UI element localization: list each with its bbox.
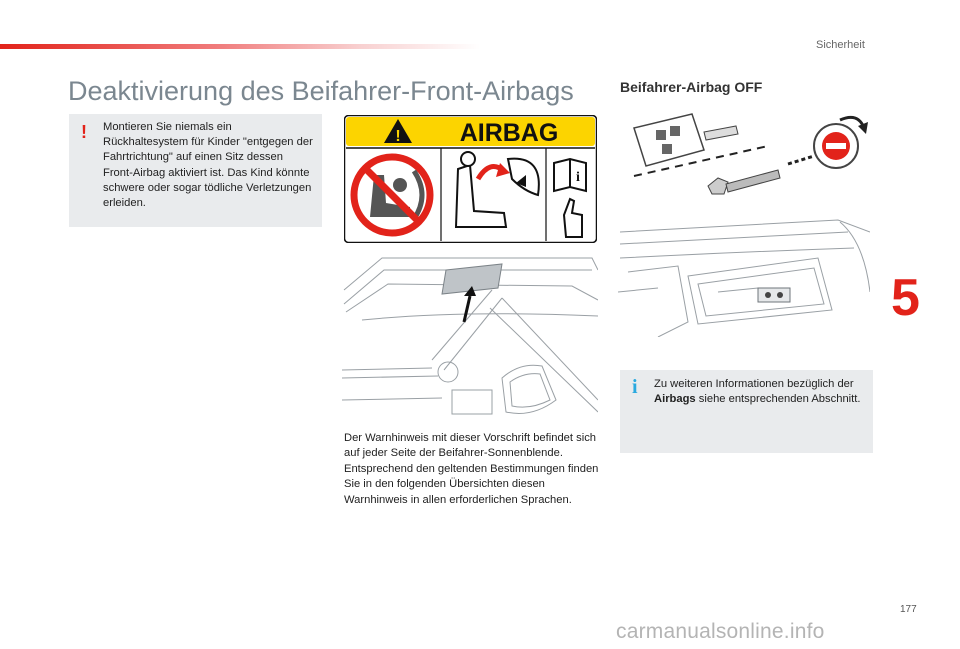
info-text-bold: Airbags bbox=[654, 393, 696, 406]
info-text-part: Zu weiteren Informationen bezüglich der bbox=[654, 378, 854, 390]
airbag-warning-label bbox=[344, 115, 597, 243]
info-icon: i bbox=[632, 376, 638, 398]
page-number: 177 bbox=[900, 604, 917, 615]
info-text bbox=[654, 377, 866, 407]
section-subtitle: Beifahrer-Airbag OFF bbox=[620, 79, 763, 95]
header-accent-bar bbox=[0, 44, 480, 49]
info-text-part: siehe entsprechenden Abschnitt. bbox=[695, 393, 861, 406]
warning-box bbox=[69, 114, 322, 227]
section-label: Sicherheit bbox=[816, 39, 865, 51]
manual-info-letter: i bbox=[576, 170, 580, 185]
page-title: Deaktivierung des Beifahrer-Front-Airbags bbox=[68, 76, 574, 106]
watermark: carmanualsonline.info bbox=[616, 620, 825, 643]
sun-visor-illustration bbox=[342, 250, 598, 418]
warning-text: Montieren Sie niemals ein Rückhaltesystem für Kinder "entgegen der Fahrtrichtung" auf einen Sitz dessen Front-Airbag aktiviert ist. Das Kind könnte schwere oder sogar tödliche Verletzungen erleiden. bbox=[103, 121, 313, 210]
info-box bbox=[620, 370, 873, 453]
no-rear-facing-seat-icon bbox=[354, 157, 430, 233]
glovebox-illustration bbox=[618, 192, 870, 337]
key-blade-icon bbox=[708, 170, 780, 194]
triangle-mark: ! bbox=[395, 128, 401, 145]
body-text: Der Warnhinweis mit dieser Vorschrift befindet sich auf jeder Seite der Beifahrer-Sonnenblende. Entsprechend den geltenden Bestimmungen finden Sie in den folgenden Übersichten diesen Warnhinweis in allen erforderlichen Sprachen. bbox=[344, 432, 599, 506]
key-fob-icon bbox=[634, 114, 738, 166]
warning-icon: ! bbox=[81, 122, 87, 142]
airbag-switch-icon bbox=[814, 124, 858, 168]
airbag-label-text: AIRBAG bbox=[459, 119, 559, 147]
chapter-number: 5 bbox=[891, 269, 920, 327]
airbag-switch-location bbox=[758, 288, 790, 302]
